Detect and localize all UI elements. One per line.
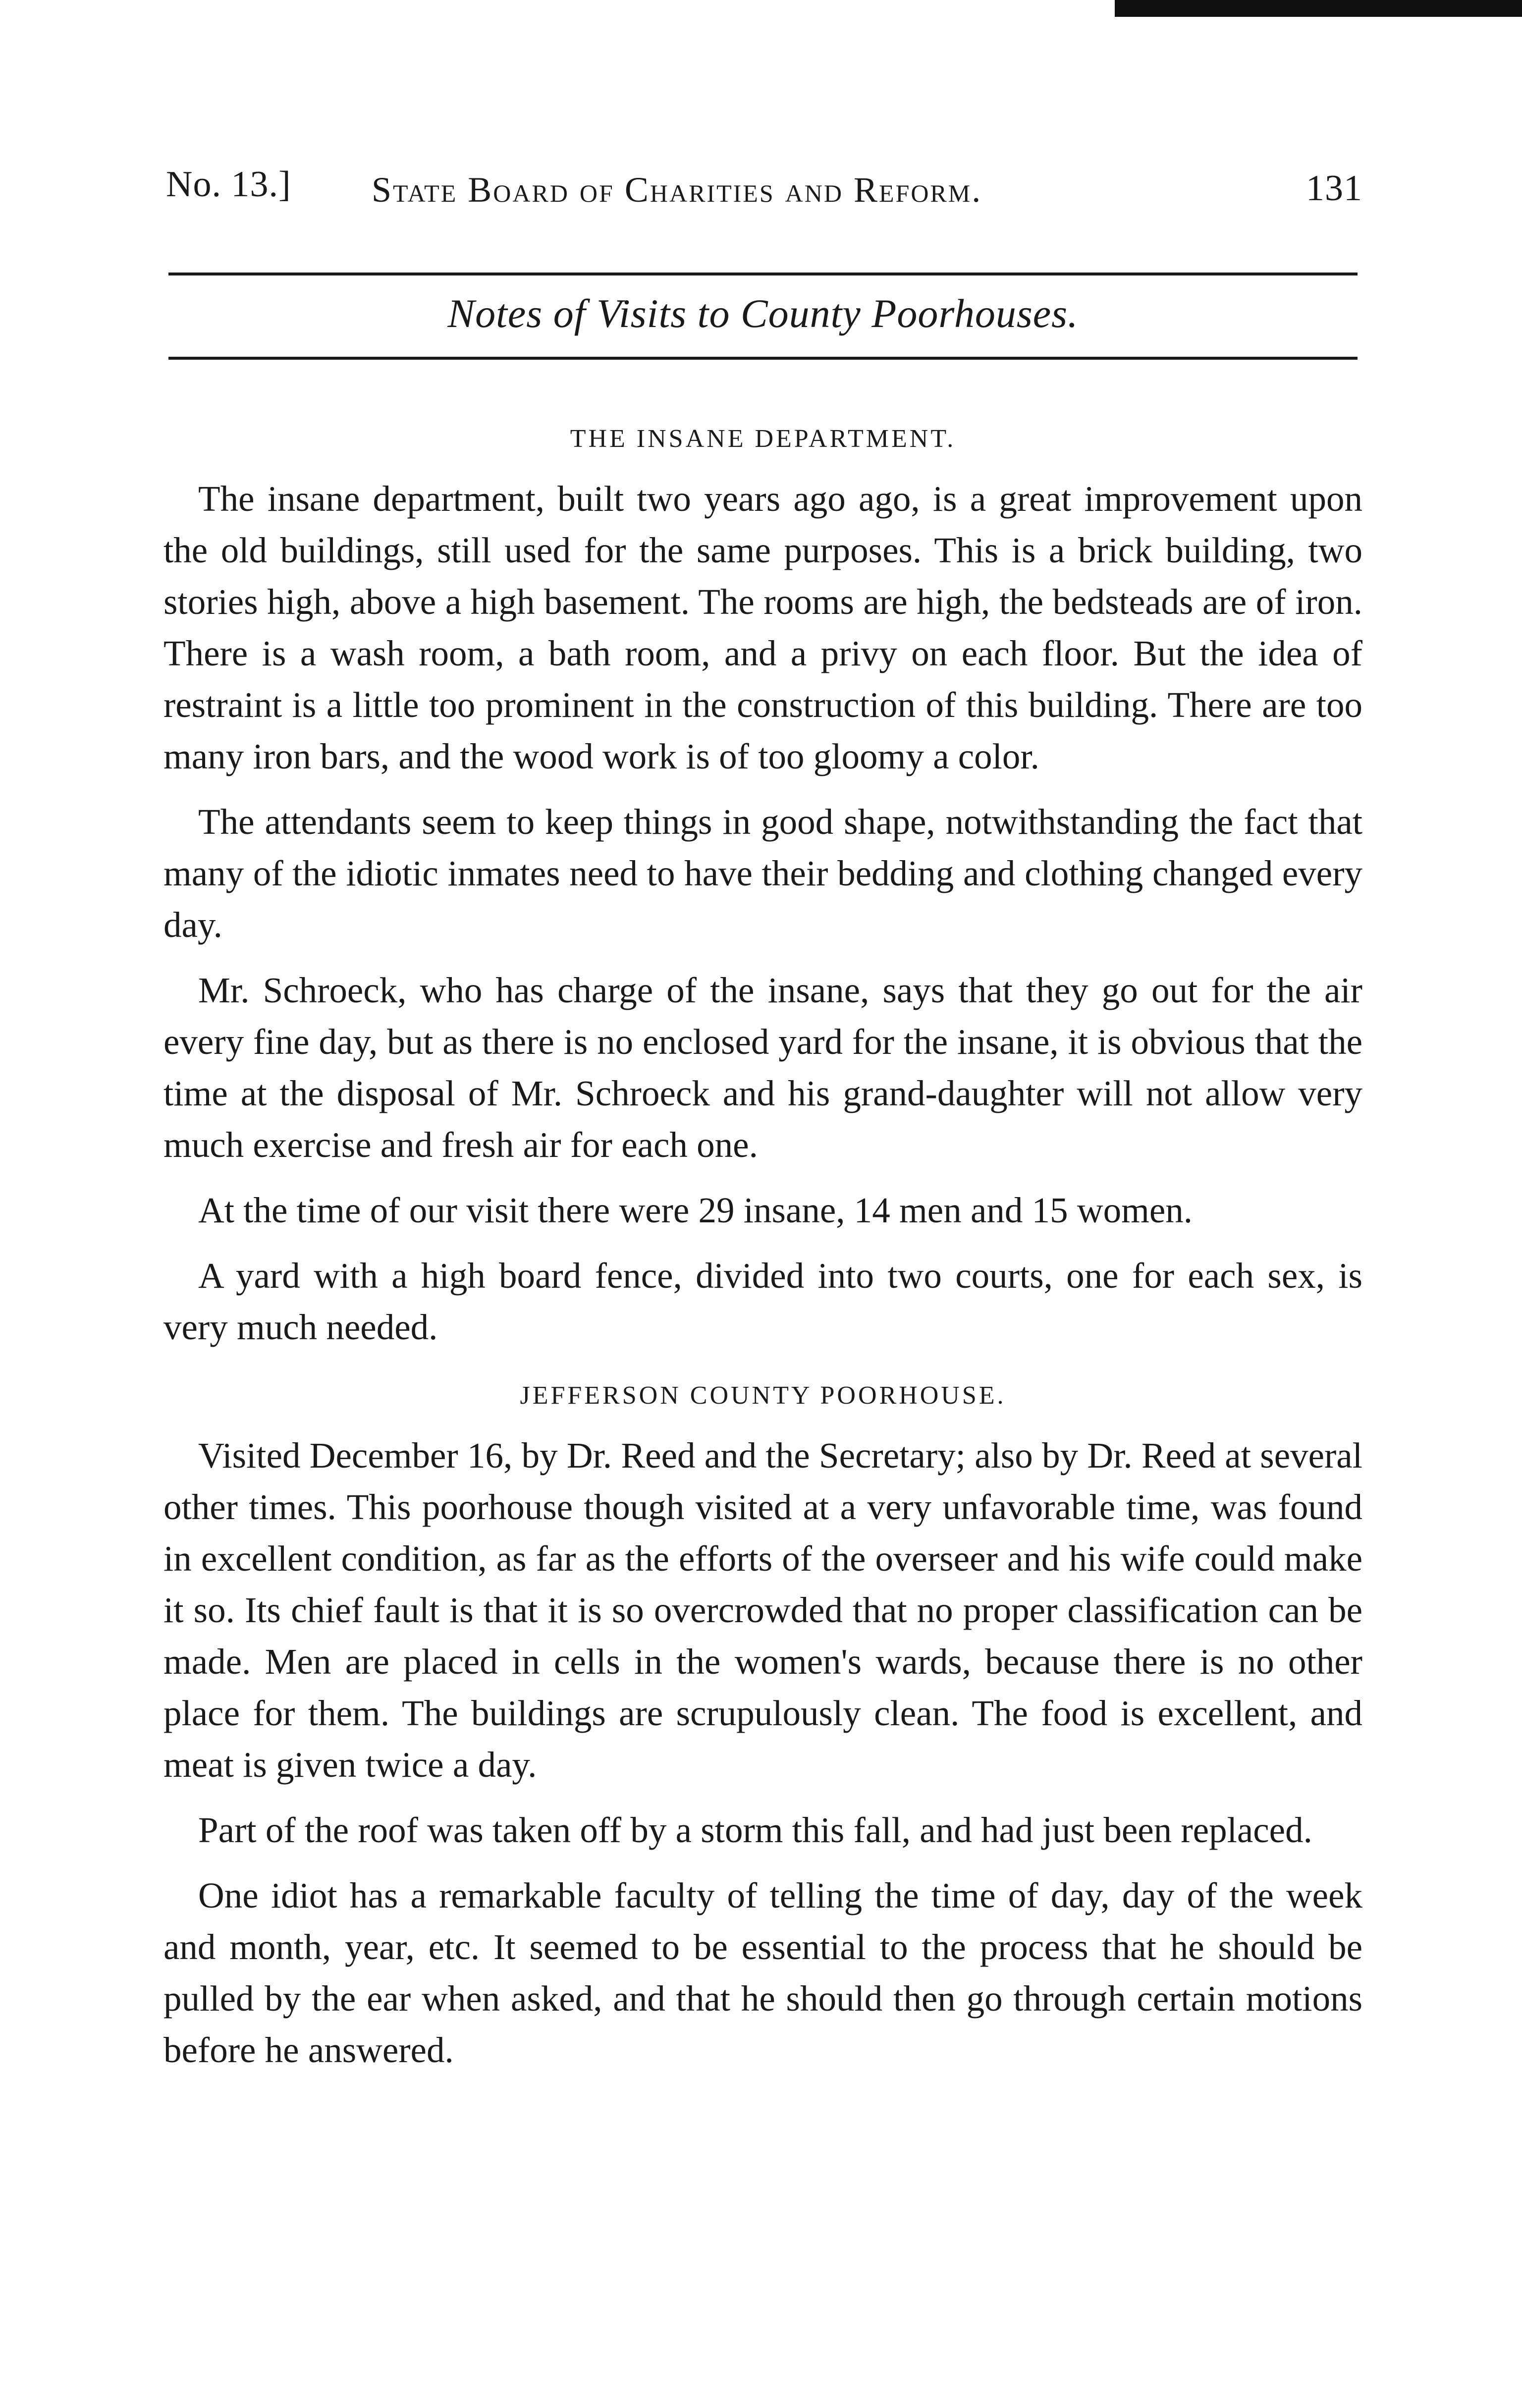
section-heading: THE INSANE DEPARTMENT. xyxy=(570,425,956,453)
section-jefferson-county-poorhouse xyxy=(163,1381,1362,2076)
document-page xyxy=(163,144,1362,2373)
paragraph: The insane department, built two years ago ago, is a great improvement upon the old buildings, still used for the same purposes. This is a brick building, two stories high, above a high basement. The rooms are high, the bedsteads are of iron. There is a wash room, a bath room, and a privy on each floor. But the idea of restraint is a little too prominent in the construction of this building. There are too many iron bars, and the wood work is of too gloomy a color. xyxy=(163,479,1362,776)
running-head xyxy=(163,144,1362,218)
section-heading: JEFFERSON COUNTY POORHOUSE. xyxy=(520,1381,1006,1410)
scan-edge-shadow xyxy=(1115,0,1522,17)
bottom-rule xyxy=(168,357,1358,360)
section-title: Notes of Visits to County Poorhouses. xyxy=(447,291,1079,336)
paragraph: Mr. Schroeck, who has charge of the insane, says that they go out for the air every fine day, but as there is no enclosed yard for the insane, it is obvious that the time at the disposal of Mr. Schroeck and his grand-daughter will not allow very much exercise and fresh air for each one. xyxy=(163,970,1362,1165)
paragraph: A yard with a high board fence, divided into two courts, one for each sex, is very much needed. xyxy=(163,1256,1362,1347)
paragraph: Visited December 16, by Dr. Reed and the Secretary; also by Dr. Reed at several other times. This poorhouse though visited at a very unfavorable time, was found in excellent condition, as far as the efforts of the overseer and his wife could make it so. Its chief fault is that it is so overcrowded that no proper classification can be made. Men are placed in cells in the women's wards, because there is no other place for them. The buildings are scrupulously clean. The food is excellent, and meat is given twice a day. xyxy=(163,1435,1362,1785)
page-number: 131 xyxy=(1306,168,1362,209)
top-rule xyxy=(168,273,1358,275)
paragraph: The attendants seem to keep things in good shape, notwithstanding the fact that many of the idiotic inmates need to have their bedding and clothing changed every day. xyxy=(163,802,1362,945)
paragraph: One idiot has a remarkable faculty of telling the time of day, day of the week and month, year, etc. It seemed to be essential to the process that he should be pulled by the ear when asked, and that he should then go through certain motions before he answered. xyxy=(163,1875,1362,2070)
report-title: State Board of Charities and Reform. xyxy=(372,170,982,210)
document-number: No. 13.] xyxy=(166,164,291,205)
paragraph: At the time of our visit there were 29 insane, 14 men and 15 women. xyxy=(198,1190,1193,1230)
paragraph: Part of the roof was taken off by a storm this fall, and had just been replaced. xyxy=(198,1810,1312,1850)
section-insane-department xyxy=(163,424,1362,1353)
